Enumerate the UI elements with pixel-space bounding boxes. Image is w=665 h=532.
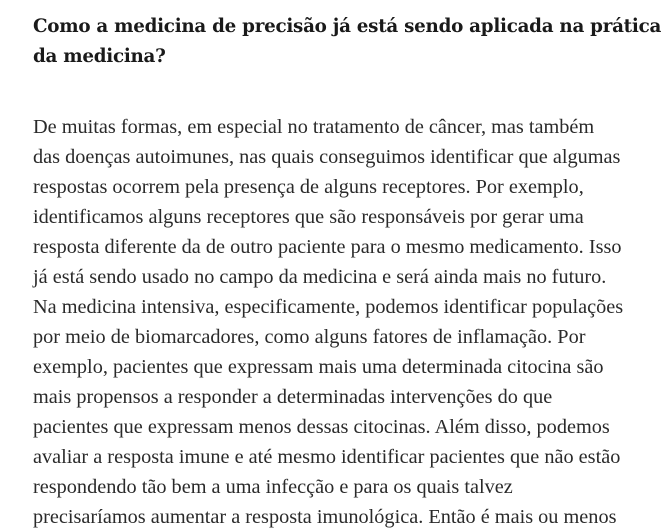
question-heading: Como a medicina de precisão já está sendo aplicada na prática da medicina? [33, 16, 662, 67]
article-body [33, 0, 663, 528]
answer-paragraph: De muitas formas, em especial no tratamento de câncer, mas também das doenças autoimunes, nas quais conseguimos identificar que algumas respostas ocorrem pela presença de alguns receptores. Por exemplo, identificamos alguns receptores que são responsáveis por gerar uma resposta diferente da de outro paciente para o mesmo medicamento. Isso já está sendo usado no campo da medicina e será ainda mais no futuro. Na medicina intensiva, especificamente, podemos identificar populações por meio de biomarcadores, como alguns fatores de inflamação. Por exemplo, pacientes que expressam mais uma determinada citocina são mais propensos a responder a determinadas intervenções do que pacientes que expressam menos dessas citocinas. Além disso, podemos avaliar a resposta imune e até mesmo identificar pacientes que não estão respondendo tão bem a uma infecção e para os quais talvez precisaríamos aumentar a resposta imunológica. Então é mais ou menos [33, 116, 624, 528]
